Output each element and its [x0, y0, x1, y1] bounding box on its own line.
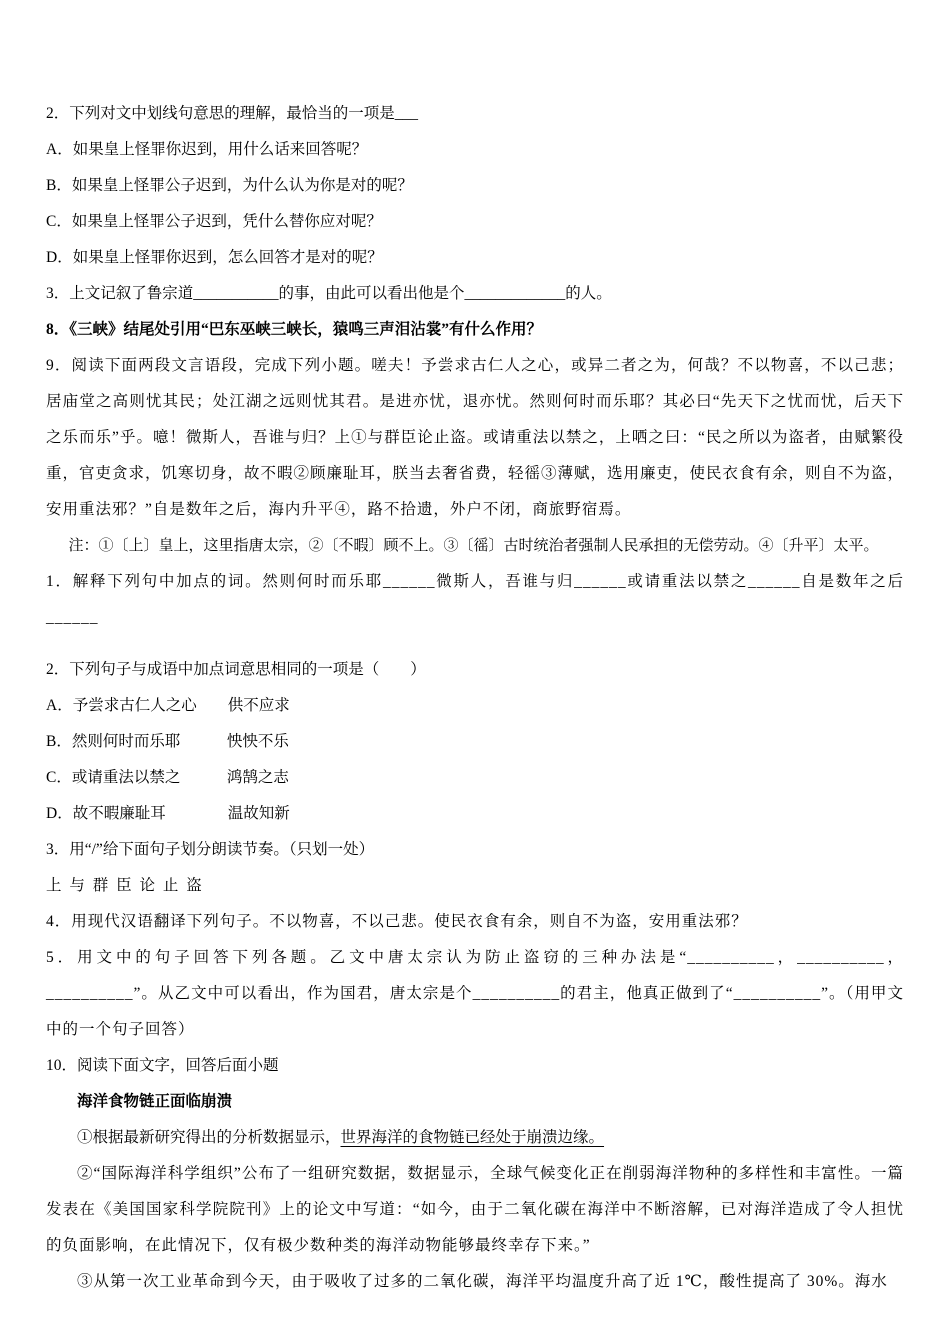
- question-10-stem: 10．阅读下面文字，回答后面小题: [46, 1057, 279, 1074]
- question-10-paragraph-3: ③从第一次工业革命到今天，由于吸收了过多的二氧化碳，海洋平均温度升高了近 1℃，酸性提高了 30%。海水: [77, 1273, 888, 1290]
- question-3-stem: 3．上文记叙了鲁宗道___________的事，由此可以看出他是个_____________的人。: [46, 285, 612, 302]
- question-9-sub-3-sentence: 上 与 群 臣 论 止 盗: [46, 877, 204, 894]
- question-2-option-b: B．如果皇上怪罪公子迟到，为什么认为你是对的呢？: [46, 177, 413, 194]
- question-2-stem: 2．下列对文中划线句意思的理解，最恰当的一项是___: [46, 105, 419, 122]
- question-10-paragraph-1: [46, 1120, 904, 1156]
- question-10-passage-title: 海洋食物链正面临崩溃: [77, 1093, 233, 1110]
- question-2-option-a: A．如果皇上怪罪你迟到，用什么话来回答呢？: [46, 141, 368, 158]
- question-9-sub-2-option-c: C．或请重法以禁之 鸿鹄之志: [46, 769, 289, 786]
- question-9-sub-2-stem: 2．下列句子与成语中加点词意思相同的一项是（ ）: [46, 661, 426, 678]
- question-8-stem: 8．《三峡》结尾处引用“巴东巫峡三峡长，猿鸣三声泪沾裳”有什么作用？: [46, 321, 543, 338]
- question-9-sub-1: 1．解释下列句中加点的词。然则何时而乐耶______微斯人，吾谁与归______或请重法以禁之______自是数年之后______: [46, 573, 904, 626]
- question-10-paragraph-1-lead: ①根据最新研究得出的分析数据显示，: [77, 1129, 341, 1146]
- question-9-sub-3-stem: 3．用“/”给下面句子划分朗读节奏。（只划一处）: [46, 841, 375, 858]
- question-2-option-d: D．如果皇上怪罪你迟到，怎么回答才是对的呢？: [46, 249, 383, 266]
- question-10-paragraph-1-underlined: 世界海洋的食物链已经处于崩溃边缘。: [340, 1129, 605, 1146]
- question-9-sub-2-option-d: D．故不暇廉耻耳 温故知新: [46, 805, 290, 822]
- question-9-sub-2-option-a: A．予尝求古仁人之心 供不应求: [46, 697, 290, 714]
- question-10-paragraph-2: ②“国际海洋科学组织”公布了一组研究数据，数据显示，全球气候变化正在削弱海洋物种的多样性和丰富性。一篇发表在《美国国家科学院院刊》上的论文中写道：“如今，由于二氧化碳在海洋中不断溶解，已对海洋造成了令人担忧的负面影响，在此情况下，仅有极少数种类的海洋动物能够最终幸存下来。”: [46, 1165, 904, 1254]
- question-9-sub-2-option-b: B．然则何时而乐耶 怏怏不乐: [46, 733, 289, 750]
- question-9-sub-4: 4．用现代汉语翻译下列句子。不以物喜，不以己悲。使民衣食有余，则自不为盗，安用重法邪？: [46, 913, 748, 930]
- question-9-passage: 9．阅读下面两段文言语段，完成下列小题。嗟夫！予尝求古仁人之心，或异二者之为，何哉？不以物喜，不以己悲；居庙堂之高则忧其民；处江湖之远则忧其君。是进亦忧，退亦忧。然则何时而乐耶？其必曰“先天下之忧而忧，后天下之乐而乐”乎。噫！微斯人，吾谁与归？上①与群臣论止盗。或请重法以禁之，上哂之曰：“民之所以为盗者，由赋繁役重，官吏贪求，饥寒切身，故不暇②顾廉耻耳，朕当去奢省费，轻徭③薄赋，选用廉吏，使民衣食有余，则自不为盗，安用重法邪？”自是数年之后，海内升平④，路不拾遗，外户不闭，商旅野宿焉。: [46, 357, 905, 518]
- question-9-annotations: 注：①〔上〕皇上，这里指唐太宗，②〔不暇〕顾不上。③〔徭〕古时统治者强制人民承担的无偿劳动。④〔升平〕太平。: [68, 538, 879, 554]
- question-9-sub-5: 5．用文中的句子回答下列各题。乙文中唐太宗认为防止盗窃的三种办法是“__________，__________，__________”。从乙文中可以看出，作为国君，唐太宗是个__________的君主，他真正做到了“__________”。（用甲文中的一个句子回答）: [46, 949, 904, 1038]
- question-2-option-c: C．如果皇上怪罪公子迟到，凭什么替你应对呢？: [46, 213, 382, 230]
